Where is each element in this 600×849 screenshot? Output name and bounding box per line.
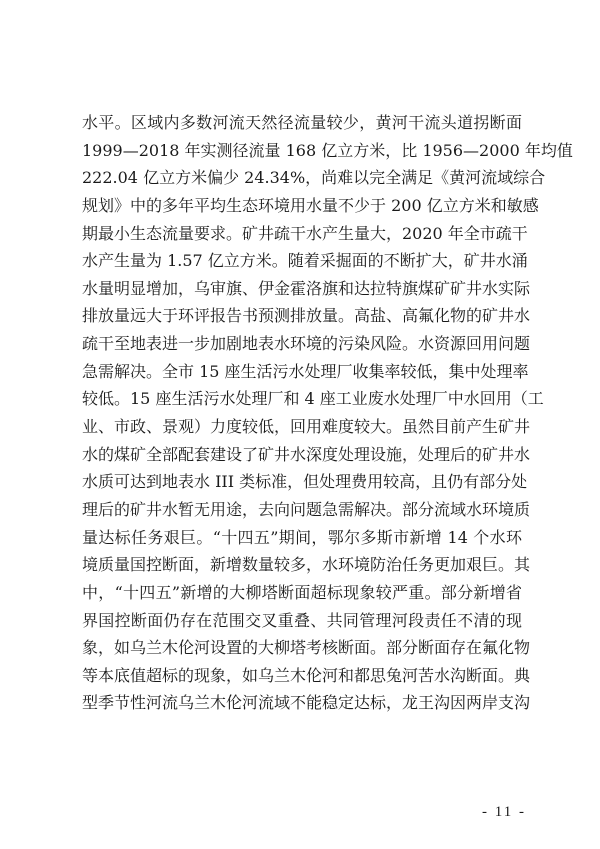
text-line: 理后的矿井水暂无用途，去向问题急需解决。部分流域水环境质 — [82, 499, 531, 519]
text-line: 境质量国控断面，新增数量较多，水环境防治任务更加艰巨。其 — [82, 555, 531, 575]
text-line: 等本底值超标的现象，如乌兰木伦河和都思兔河苦水沟断面。典 — [82, 665, 531, 685]
text-line: 期最小生态流量要求。矿井疏干水产生量大，2020 年全市疏干 — [82, 223, 528, 243]
body-paragraph — [82, 109, 573, 717]
text-line: 水质可达到地表水 III 类标准，但处理费用较高，且仍有部分处 — [82, 472, 528, 492]
text-line: 象，如乌兰木伦河设置的大柳塔考核断面。部分断面存在氟化物 — [82, 638, 531, 658]
text-line: 疏干至地表进一步加剧地表水环境的污染风险。水资源回用问题 — [82, 334, 531, 354]
page-number: - 11 - — [482, 804, 526, 820]
text-line: 界国控断面仍存在范围交叉重叠、共同管理河段责任不清的现 — [82, 610, 522, 630]
text-line: 水产生量为 1.57 亿立方米。随着采掘面的不断扩大，矿井水涌 — [82, 251, 528, 271]
text-line: 型季节性河流乌兰木伦河流域不能稳定达标，龙王沟因两岸支沟 — [82, 693, 531, 713]
text-line: 规划》中的多年平均生态环境用水量不少于 200 亿立方米和敏感 — [82, 195, 539, 215]
text-line: 水的煤矿全部配套建设了矿井水深度处理设施，处理后的矿井水 — [82, 444, 531, 464]
text-line: 222.04 亿立方米偏少 24.34%，尚难以完全满足《黄河流域综合 — [82, 168, 546, 188]
text-line: 业、市政、景观）力度较低，回用难度较大。虽然目前产生矿井 — [82, 417, 531, 437]
text-line: 1999—2018 年实测径流量 168 亿立方米，比 1956—2000 年均值 — [82, 140, 573, 160]
text-line: 水平。区域内多数河流天然径流量较少，黄河干流头道拐断面 — [82, 113, 522, 132]
text-line: 排放量远大于环评报告书预测排放量。高盐、高氟化物的矿井水 — [82, 306, 531, 326]
text-line: 中，“十四五”新增的大柳塔断面超标现象较严重。部分新增省 — [82, 582, 522, 602]
text-line: 量达标任务艰巨。“十四五”期间，鄂尔多斯市新增 14 个水环 — [82, 527, 522, 547]
text-line: 急需解决。全市 15 座生活污水处理厂收集率较低，集中处理率 — [82, 361, 529, 381]
text-line: 较低。15 座生活污水处理厂和 4 座工业废水处理厂中水回用（工 — [82, 389, 544, 409]
text-line: 水量明显增加，乌审旗、伊金霍洛旗和达拉特旗煤矿矿井水实际 — [82, 278, 531, 298]
